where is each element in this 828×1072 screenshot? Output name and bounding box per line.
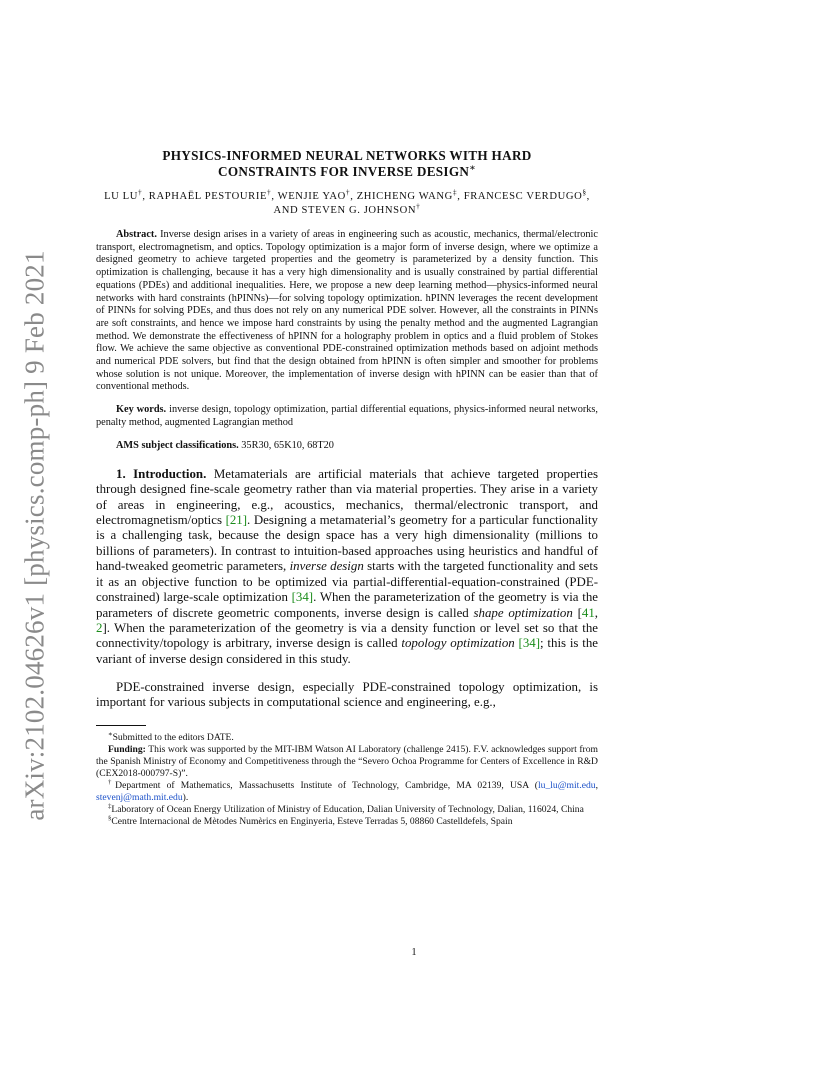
introduction-paragraph xyxy=(96,467,598,667)
arxiv-stamp xyxy=(20,245,50,825)
author-name: , FRANCESC VERDUGO xyxy=(457,191,583,202)
paper-title xyxy=(96,148,598,180)
email-link[interactable]: stevenj@math.mit.edu xyxy=(96,791,183,803)
footnote-text: Submitted to the editors DATE. xyxy=(112,731,234,743)
footnotes xyxy=(96,725,598,828)
citation-link[interactable]: 41 xyxy=(581,605,595,620)
footnote-mark: † xyxy=(108,778,116,786)
footnote-text: Centre Internacional de Mètodes Numèrics en Enginyeria, Esteve Terradas 5, 08860 Castelldefels, Spain xyxy=(111,815,513,827)
section-heading: 1. Introduction. xyxy=(116,466,207,481)
footnote-mark: ∗ xyxy=(108,730,113,738)
author-mark: § xyxy=(582,187,587,197)
emphasis-text: topology optimization xyxy=(401,636,515,651)
page-number: 1 xyxy=(411,947,417,958)
ams-label: AMS subject classifications. xyxy=(116,440,239,452)
body-text: ]. When the parameterization of the geometry is via a density function or level set so that the connectivity/topology is arbitrary, inverse design is called xyxy=(96,620,598,651)
author-mark: † xyxy=(416,201,421,211)
abstract-label: Abstract. xyxy=(116,229,157,240)
footnote-rule xyxy=(96,725,146,726)
footnote-text: This work was supported by the MIT-IBM Watson AI Laboratory (challenge 2415). F.V. acknowledges support from the Spanish Ministry of Economy and Competitiveness through the “Severo Ochoa Programme for Centers of Excellence in R&D (CEX2018-000797-S)”. xyxy=(96,743,598,779)
footnote-text: , xyxy=(595,779,599,791)
emphasis-text: inverse design xyxy=(289,559,364,574)
author-mark: † xyxy=(138,187,143,197)
body-paragraph: PDE-constrained inverse design, especially PDE-constrained topology optimization, is important for various subjects in computational science and engineering, e.g., xyxy=(96,680,598,710)
abstract-text: Inverse design arises in a variety of areas in engineering such as acoustic, mechanics, thermal/electronic transport, electromagnetism, and optics. Topology optimization is a major form of inverse design, where we optimize a designed geometry to achieve targeted properties and the geometry is parameterized by a density function. This optimization is challenging, because it has a very high dimensionality and is usually constrained by partial differential equations (PDEs) and additional inequalities. Here, we propose a new deep learning method—physics-informed neural networks with hard constraints (hPINNs)—for solving topology optimization. hPINN leverages the recent development of PINNs for solving PDEs, and thus does not rely on any numerical PDE solver. However, all the constraints in PINNs are soft constraints, and hence we impose hard constraints by using the penalty method and the augmented Lagrangian method. We demonstrate the effectiveness of hPINN for a holography problem in optics and a fluid problem of Stokes flow. We achieve the same objective as conventional PDE-constrained optimization methods based on adjoint methods and numerical PDE solvers, but find that the design obtained from hPINN is often simpler and smoother for problems whose solution is not unique. Moreover, the implementation of inverse design with hPINN can be easier than that of conventional methods. xyxy=(96,229,598,393)
body-text: . Designing a metamaterial’s geometry for a particular functionality is a challenging task, because the design space has a very high dimensionality (millions to billions of parameters). In contrast to intuition-based approaches using heuristics and handful of hand-tweaked geometric parameters, xyxy=(96,513,598,574)
body-text: starts with the targeted functionality and sets it as an objective function to be optimized via partial-differential-equation-constrained (PDE-constrained) large-scale optimization xyxy=(96,559,599,605)
citation-link[interactable]: [21] xyxy=(225,513,248,528)
funding-label: Funding: xyxy=(108,743,146,755)
body-text: [ xyxy=(572,605,582,620)
body-text: ; this is the variant of inverse design considered in this study. xyxy=(96,636,598,666)
footnote xyxy=(96,780,598,804)
title-footnote-mark: ∗ xyxy=(469,162,476,173)
author-name: , RAPHAËL PESTOURIE xyxy=(142,191,268,202)
citation-link[interactable]: [34] xyxy=(291,590,314,605)
footnote xyxy=(96,816,598,828)
footnote-mark: § xyxy=(108,814,112,822)
title-line-2: CONSTRAINTS FOR INVERSE DESIGN xyxy=(218,164,470,179)
arxiv-stamp-text: arXiv:2102.04626v1 [physics.comp-ph] 9 Feb 2021 xyxy=(19,249,50,821)
keywords-text: inverse design, topology optimization, partial differential equations, physics-informed neural networks, penalty method, augmented Lagrangian method xyxy=(96,404,599,429)
author-mark: † xyxy=(345,187,351,197)
email-link[interactable]: lu_lu@mit.edu xyxy=(538,779,596,791)
ams-classifications xyxy=(96,440,598,453)
body-text: Metamaterials are artificial materials that achieve targeted properties through designed fine-scale geometry rather than via material properties. They arise in a variety of areas in engineering, e.g., acoustics, mechanics, thermal/electronic transport, and electromagnetism/optics xyxy=(96,466,598,528)
footnote xyxy=(96,804,598,816)
author-name: , ZHICHENG WANG xyxy=(350,191,453,202)
keywords xyxy=(96,404,598,429)
body-text: . When the parameterization of the geometry is via the parameters of discrete geometric components, inverse design is called xyxy=(96,590,598,620)
author-name: , AND STEVEN G. JOHNSON xyxy=(273,191,590,216)
author-mark: † xyxy=(267,187,272,197)
abstract xyxy=(96,229,598,394)
citation-link[interactable]: [34] xyxy=(518,636,541,651)
body-text: , xyxy=(594,605,598,620)
author-mark: ‡ xyxy=(452,187,458,197)
footnote-funding xyxy=(96,744,598,780)
author-list xyxy=(96,187,598,218)
author-name: LU LU xyxy=(104,191,138,202)
footnote-mark: ‡ xyxy=(108,802,112,810)
footnote-text: Department of Mathematics, Massachusetts Institute of Technology, Cambridge, MA 02139, USA ( xyxy=(115,779,538,791)
title-line-1: PHYSICS-INFORMED NEURAL NETWORKS WITH HARD xyxy=(162,148,532,163)
paper-page xyxy=(96,148,598,828)
footnote-text: Laboratory of Ocean Energy Utilization of Ministry of Education, Dalian University of Technology, Dalian, 116024, China xyxy=(111,803,584,815)
emphasis-text: shape optimization xyxy=(473,605,573,620)
footnote-text: ). xyxy=(182,791,189,803)
keywords-label: Key words. xyxy=(116,404,167,416)
ams-text: 35R30, 65K10, 68T20 xyxy=(241,440,334,452)
footnote xyxy=(96,732,598,744)
author-name: , WENJIE YAO xyxy=(271,191,346,202)
citation-link[interactable]: 2 xyxy=(96,620,103,635)
